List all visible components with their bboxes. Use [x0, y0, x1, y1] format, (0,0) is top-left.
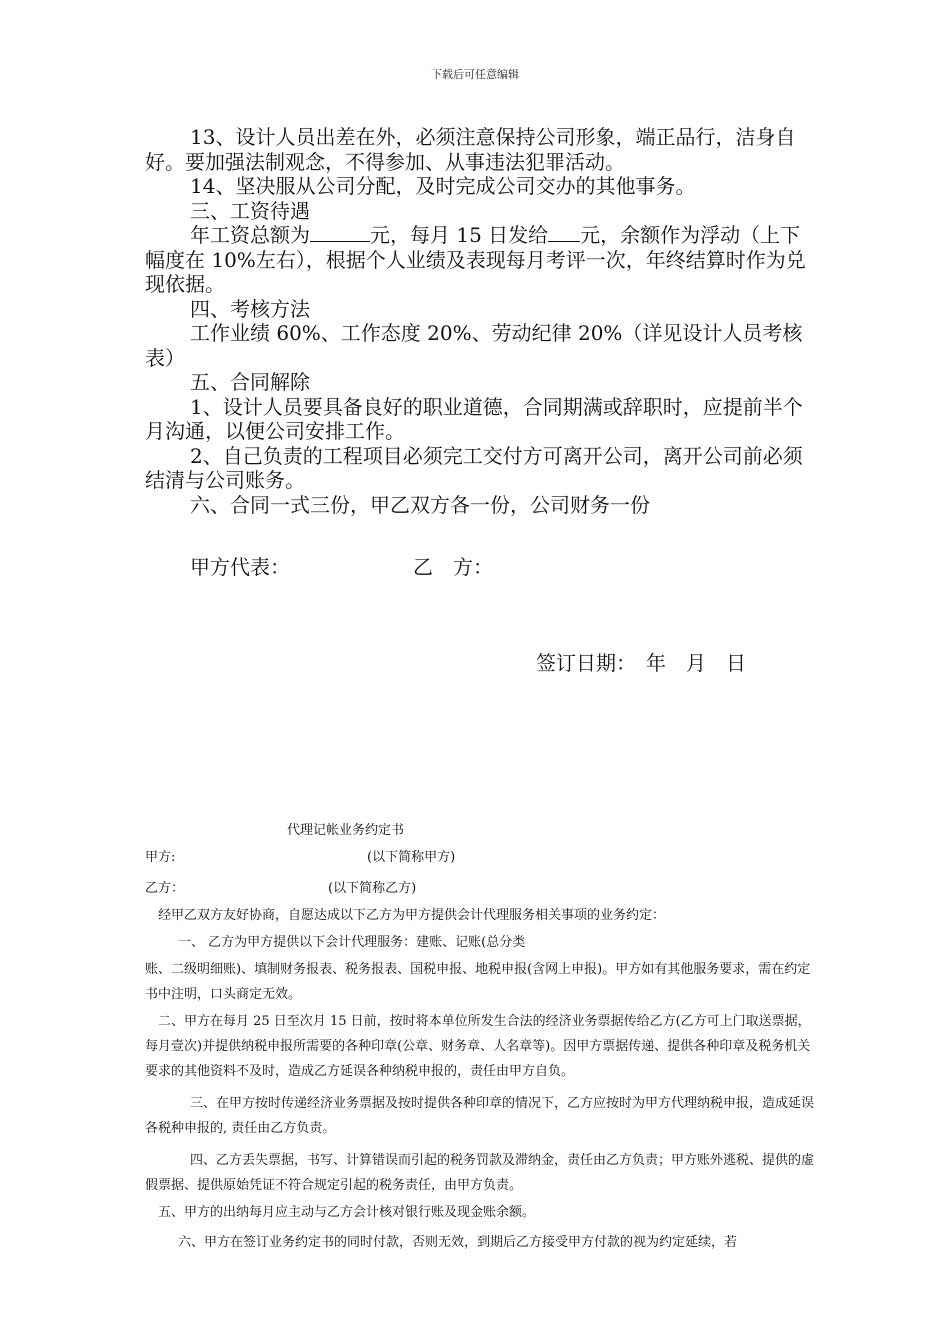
intro-paragraph: 经甲乙双方友好协商，自愿达成以下乙方为甲方提供会计代理服务相关事项的业务约定： — [158, 908, 666, 923]
party-b-note: (以下简称乙方) — [328, 881, 417, 896]
section-salary-heading: 三、工资待遇 — [190, 198, 310, 223]
termination-item-2: 2、自己负责的工程项目必须完工交付方可离开公司，离开公司前必须结清与公司账务。 — [145, 443, 803, 492]
copies-clause: 六、合同一式三份，甲乙双方各一份，公司财务一份 — [190, 492, 650, 517]
signing-date: 签订日期： 年 月 日 — [536, 651, 746, 675]
page-header: 下载后可任意编辑 — [431, 68, 519, 81]
clause-13: 13、设计人员出差在外，必须注意保持公司形象，端正品行，洁身自好。要加强法制观念，不得参加、从事违法犯罪活动。 — [145, 125, 796, 174]
blank-monthly-amount — [548, 223, 580, 242]
blank-annual-amount — [310, 223, 370, 242]
termination-item-1: 1、设计人员要具备良好的职业道德，合同期满或辞职时，应提前半个月沟通，以便公司安排工作。 — [145, 394, 803, 443]
clause-2: 二、甲方在每月 25 日至次月 15 日前，按时将本单位所发生合法的经济业务票据传给乙方(乙方可上门取送票据，每月壹次)并提供纳税申报所需要的各种印章(公章、财务章、人名章等)。因甲方票据传递、提供各种印章及税务机关要求的其他资料不及时，造成乙方延误各种纳税申报的，责任由甲方自负。 — [145, 1014, 811, 1079]
assessment-paragraph: 工作业绩 60%、工作态度 20%、劳动纪律 20%（详见设计人员考核表） — [145, 321, 803, 370]
section-assessment-heading: 四、考核方法 — [190, 296, 310, 321]
party-a-representative: 甲方代表： — [190, 555, 290, 579]
party-a-line — [145, 845, 817, 870]
party-a-note: (以下简称甲方) — [367, 850, 456, 865]
clause-1-rest: 账、二级明细账)、填制财务报表、税务报表、国税申报、地税申报(含网上申报)。甲方如有其他服务要求，需在约定书中注明，口头商定无效。 — [145, 962, 811, 1002]
agreement-title: 代理记帐业务约定书 — [287, 823, 405, 838]
clause-14: 14、坚决服从公司分配，及时完成公司交办的其他事务。 — [190, 174, 696, 198]
party-a-label: 甲方: — [145, 850, 176, 865]
clause-5: 五、甲方的出纳每月应主动与乙方会计核对银行账及现金账余额。 — [158, 1205, 536, 1220]
clause-4: 四、乙方丢失票据，书写、计算错误而引起的税务罚款及滞纳金，责任由乙方负责；甲方账外逃税、提供的虚假票据、提供原始凭证不符合规定引起的税务责任，由甲方负责。 — [145, 1153, 815, 1193]
salary-text-mid: 元，每月 15 日发给 — [370, 223, 549, 247]
clause-1-line1: 一、 乙方为甲方提供以下会计代理服务：建账、记账(总分类 — [178, 935, 526, 950]
salary-text-pre: 年工资总额为 — [190, 223, 310, 247]
party-b-label: 乙 方： — [413, 555, 493, 579]
party-b-line — [145, 876, 817, 901]
salary-text-post: 元，余额作为浮动（上下幅度在 10%左右），根据个人业绩及表现每月考评一次，年终结算时作为兑现依据。 — [145, 223, 806, 296]
clause-3: 三、在甲方按时传递经济业务票据及按时提供各种印章的情况下，乙方应按时为甲方代理纳税申报，造成延误各税种申报的, 责任由乙方负责。 — [145, 1096, 815, 1136]
clause-6: 六、甲方在签订业务约定书的同时付款，否则无效，到期后乙方接受甲方付款的视为约定延续，若 — [178, 1235, 738, 1250]
salary-paragraph — [145, 223, 810, 297]
party-b-label-2: 乙方： — [145, 881, 185, 896]
section-termination-heading: 五、合同解除 — [190, 370, 310, 394]
contract-body — [145, 125, 810, 517]
agreement-body — [145, 845, 817, 1255]
